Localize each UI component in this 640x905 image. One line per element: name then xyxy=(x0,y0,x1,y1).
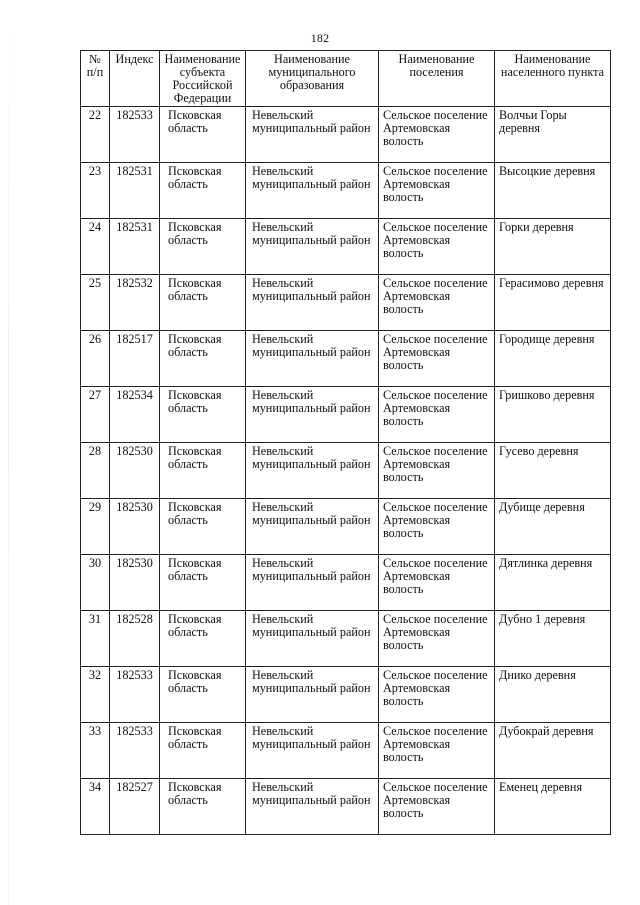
postal-index: 182533 xyxy=(110,723,160,779)
municipality-name: Невельский муниципальный район xyxy=(246,443,379,499)
scan-edge xyxy=(8,0,9,905)
subject-name: Псковская область xyxy=(160,219,246,275)
subject-name: Псковская область xyxy=(160,331,246,387)
subject-name: Псковская область xyxy=(160,387,246,443)
subject-name: Псковская область xyxy=(160,779,246,835)
settlements-table-container xyxy=(80,50,610,835)
settlement-name: Сельское поселение Артемовская волость xyxy=(379,443,495,499)
settlement-name: Сельское поселение Артемовская волость xyxy=(379,387,495,443)
settlement-name: Сельское поселение Артемовская волость xyxy=(379,275,495,331)
settlement-name: Сельское поселение Артемовская волость xyxy=(379,779,495,835)
header-number: № п/п xyxy=(81,51,110,107)
subject-name: Псковская область xyxy=(160,611,246,667)
municipality-name: Невельский муниципальный район xyxy=(246,611,379,667)
subject-name: Псковская область xyxy=(160,275,246,331)
locality-name: Днико деревня xyxy=(495,667,611,723)
locality-name: Городище деревня xyxy=(495,331,611,387)
row-number: 23 xyxy=(81,163,110,219)
postal-index: 182531 xyxy=(110,219,160,275)
postal-index: 182530 xyxy=(110,555,160,611)
row-number: 22 xyxy=(81,107,110,163)
row-number: 34 xyxy=(81,779,110,835)
settlement-name: Сельское поселение Артемовская волость xyxy=(379,499,495,555)
postal-index: 182534 xyxy=(110,387,160,443)
table-row xyxy=(81,499,611,555)
row-number: 26 xyxy=(81,331,110,387)
table-row xyxy=(81,723,611,779)
locality-name: Дубокрай деревня xyxy=(495,723,611,779)
settlement-name: Сельское поселение Артемовская волость xyxy=(379,723,495,779)
locality-name: Герасимово деревня xyxy=(495,275,611,331)
postal-index: 182533 xyxy=(110,107,160,163)
locality-name: Гришково деревня xyxy=(495,387,611,443)
subject-name: Псковская область xyxy=(160,443,246,499)
locality-name: Горки деревня xyxy=(495,219,611,275)
postal-index: 182517 xyxy=(110,331,160,387)
header-subject: Наименование субъекта Российской Федерации xyxy=(160,51,246,107)
header-index: Индекс xyxy=(110,51,160,107)
table-row xyxy=(81,331,611,387)
row-number: 24 xyxy=(81,219,110,275)
row-number: 27 xyxy=(81,387,110,443)
settlement-name: Сельское поселение Артемовская волость xyxy=(379,107,495,163)
locality-name: Гусево деревня xyxy=(495,443,611,499)
subject-name: Псковская область xyxy=(160,555,246,611)
header-municipality: Наименование муниципального образования xyxy=(246,51,379,107)
locality-name: Еменец деревня xyxy=(495,779,611,835)
settlement-name: Сельское поселение Артемовская волость xyxy=(379,611,495,667)
municipality-name: Невельский муниципальный район xyxy=(246,387,379,443)
municipality-name: Невельский муниципальный район xyxy=(246,219,379,275)
municipality-name: Невельский муниципальный район xyxy=(246,275,379,331)
table-row xyxy=(81,275,611,331)
subject-name: Псковская область xyxy=(160,499,246,555)
table-row xyxy=(81,163,611,219)
municipality-name: Невельский муниципальный район xyxy=(246,163,379,219)
subject-name: Псковская область xyxy=(160,163,246,219)
row-number: 29 xyxy=(81,499,110,555)
row-number: 32 xyxy=(81,667,110,723)
table-row xyxy=(81,779,611,835)
table-body xyxy=(81,107,611,835)
subject-name: Псковская область xyxy=(160,723,246,779)
settlement-name: Сельское поселение Артемовская волость xyxy=(379,331,495,387)
postal-index: 182530 xyxy=(110,499,160,555)
locality-name: Дубно 1 деревня xyxy=(495,611,611,667)
postal-index: 182527 xyxy=(110,779,160,835)
table-row xyxy=(81,107,611,163)
settlement-name: Сельское поселение Артемовская волость xyxy=(379,555,495,611)
postal-index: 182533 xyxy=(110,667,160,723)
postal-index: 182528 xyxy=(110,611,160,667)
locality-name: Высоцкие деревня xyxy=(495,163,611,219)
row-number: 33 xyxy=(81,723,110,779)
row-number: 30 xyxy=(81,555,110,611)
header-locality: Наименование населенного пункта xyxy=(495,51,611,107)
municipality-name: Невельский муниципальный район xyxy=(246,667,379,723)
municipality-name: Невельский муниципальный район xyxy=(246,723,379,779)
subject-name: Псковская область xyxy=(160,667,246,723)
subject-name: Псковская область xyxy=(160,107,246,163)
postal-index: 182532 xyxy=(110,275,160,331)
table-row xyxy=(81,443,611,499)
table-row xyxy=(81,611,611,667)
page-number: 182 xyxy=(310,31,330,45)
municipality-name: Невельский муниципальный район xyxy=(246,555,379,611)
table-row xyxy=(81,667,611,723)
municipality-name: Невельский муниципальный район xyxy=(246,779,379,835)
table-row xyxy=(81,387,611,443)
row-number: 31 xyxy=(81,611,110,667)
postal-index: 182531 xyxy=(110,163,160,219)
header-settlement: Наименование поселения xyxy=(379,51,495,107)
settlement-name: Сельское поселение Артемовская волость xyxy=(379,219,495,275)
settlement-name: Сельское поселение Артемовская волость xyxy=(379,163,495,219)
settlements-table xyxy=(80,50,611,835)
municipality-name: Невельский муниципальный район xyxy=(246,331,379,387)
table-header-row xyxy=(81,51,611,107)
postal-index: 182530 xyxy=(110,443,160,499)
municipality-name: Невельский муниципальный район xyxy=(246,107,379,163)
locality-name: Дубище деревня xyxy=(495,499,611,555)
row-number: 28 xyxy=(81,443,110,499)
table-row xyxy=(81,555,611,611)
row-number: 25 xyxy=(81,275,110,331)
municipality-name: Невельский муниципальный район xyxy=(246,499,379,555)
locality-name: Волчьи Горы деревня xyxy=(495,107,611,163)
locality-name: Дятлинка деревня xyxy=(495,555,611,611)
table-row xyxy=(81,219,611,275)
settlement-name: Сельское поселение Артемовская волость xyxy=(379,667,495,723)
